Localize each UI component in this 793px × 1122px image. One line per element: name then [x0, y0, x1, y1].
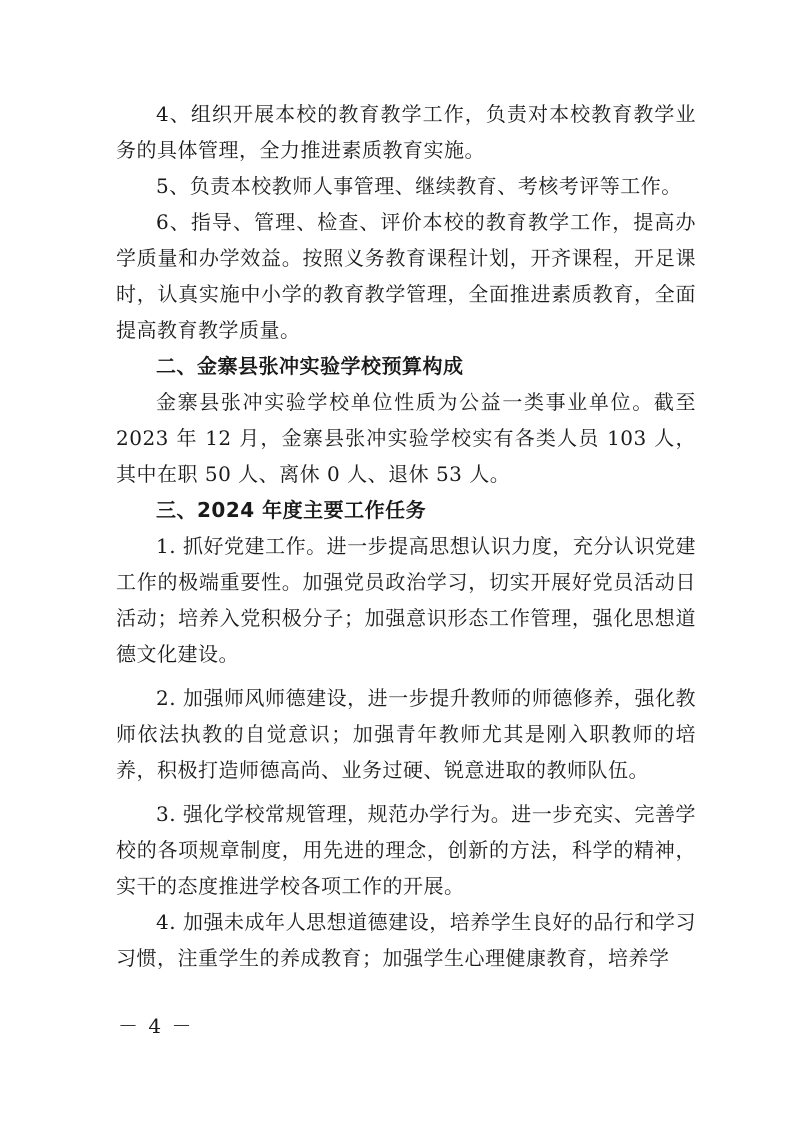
- document-body: [116, 96, 696, 976]
- page-number: － 4 －: [118, 1014, 194, 1038]
- paragraph-budget: 金寨县张冲实验学校单位性质为公益一类事业单位。截至2023 年 12 月，金寨县张冲实验学校实有各类人员 103 人，其中在职 50 人、离休 0 人、退休 53 人。: [116, 390, 696, 486]
- paragraph-task-3: 3. 强化学校常规管理，规范办学行为。进一步充实、完善学校的各项规章制度，用先进的理念，创新的方法，科学的精神，实干的态度推进学校各项工作的开展。: [116, 802, 696, 898]
- section-heading-tasks: 三、2024 年度主要工作任务: [156, 498, 427, 522]
- paragraph-duty-4: 4、组织开展本校的教育教学工作，负责对本校教育教学业务的具体管理，全力推进素质教育实施。: [116, 102, 696, 162]
- paragraph-duty-6: 6、指导、管理、检查、评价本校的教育教学工作，提高办学质量和办学效益。按照义务教育课程计划，开齐课程，开足课时，认真实施中小学的教育教学管理，全面推进素质教育，全面提高教育教学质量。: [116, 210, 696, 342]
- paragraph-task-1: 1. 抓好党建工作。进一步提高思想认识力度，充分认识党建工作的极端重要性。加强党员政治学习，切实开展好党员活动日活动；培养入党积极分子；加强意识形态工作管理，强化思想道德文化建设。: [116, 534, 696, 666]
- paragraph-task-4: 4. 加强未成年人思想道德建设，培养学生良好的品行和学习习惯，注重学生的养成教育；加强学生心理健康教育，培养学: [116, 910, 696, 970]
- section-heading-budget: 二、金寨县张冲实验学校预算构成: [156, 354, 464, 378]
- paragraph-duty-5: 5、负责本校教师人事管理、继续教育、考核考评等工作。: [156, 174, 682, 198]
- paragraph-task-2: 2. 加强师风师德建设，进一步提升教师的师德修养，强化教师依法执教的自觉意识；加强青年教师尤其是刚入职教师的培养，积极打造师德高尚、业务过硬、锐意进取的教师队伍。: [116, 686, 696, 782]
